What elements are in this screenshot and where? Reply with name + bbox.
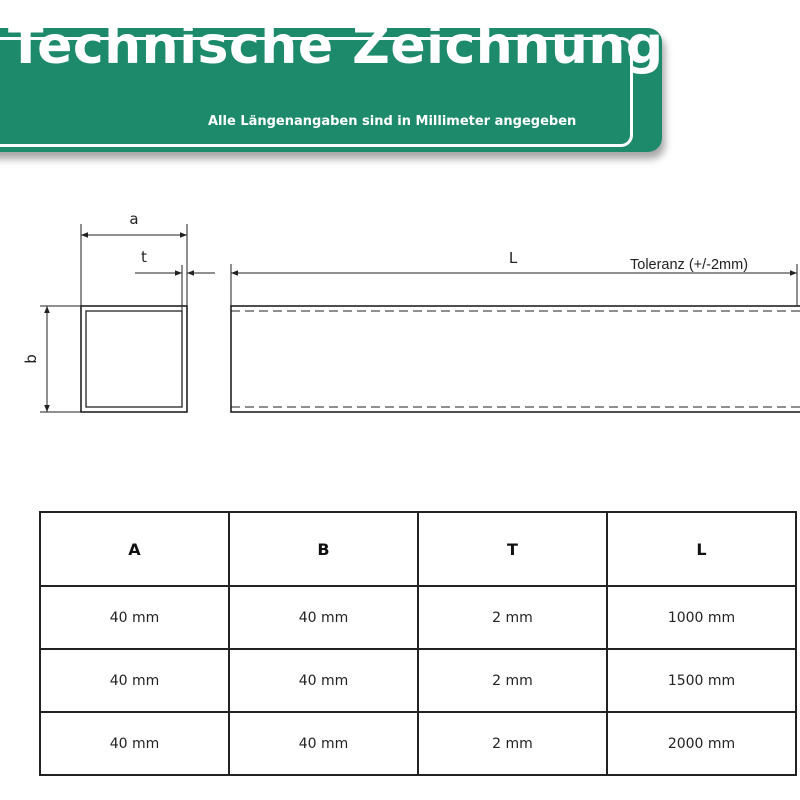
label-t: t bbox=[141, 248, 147, 266]
dimensions-table bbox=[39, 511, 797, 776]
table-header-row bbox=[40, 512, 796, 586]
cell-a: 40 mm bbox=[40, 649, 229, 712]
page-title: Technische Zeichnung bbox=[8, 16, 664, 76]
table-row bbox=[40, 649, 796, 712]
dimension-a bbox=[81, 224, 187, 306]
header-t: T bbox=[418, 512, 607, 586]
cell-a: 40 mm bbox=[40, 586, 229, 649]
side-view bbox=[231, 306, 800, 412]
cell-l: 2000 mm bbox=[607, 712, 796, 775]
dimension-t bbox=[135, 265, 215, 311]
dimension-b bbox=[40, 306, 81, 412]
header-a: A bbox=[40, 512, 229, 586]
page-subtitle: Alle Längenangaben sind in Millimeter angegeben bbox=[208, 114, 577, 129]
cell-b: 40 mm bbox=[229, 712, 418, 775]
cell-l: 1000 mm bbox=[607, 586, 796, 649]
header-l: L bbox=[607, 512, 796, 586]
label-a: a bbox=[129, 210, 139, 228]
tolerance-label: Toleranz (+/-2mm) bbox=[630, 257, 749, 273]
cross-section bbox=[81, 306, 187, 412]
cell-b: 40 mm bbox=[229, 649, 418, 712]
cell-l: 1500 mm bbox=[607, 649, 796, 712]
label-b: b bbox=[22, 354, 40, 364]
cell-t: 2 mm bbox=[418, 712, 607, 775]
table-row bbox=[40, 712, 796, 775]
table-row bbox=[40, 586, 796, 649]
header-b: B bbox=[229, 512, 418, 586]
cell-t: 2 mm bbox=[418, 649, 607, 712]
cell-b: 40 mm bbox=[229, 586, 418, 649]
cell-t: 2 mm bbox=[418, 586, 607, 649]
cell-a: 40 mm bbox=[40, 712, 229, 775]
label-L: L bbox=[508, 249, 518, 267]
